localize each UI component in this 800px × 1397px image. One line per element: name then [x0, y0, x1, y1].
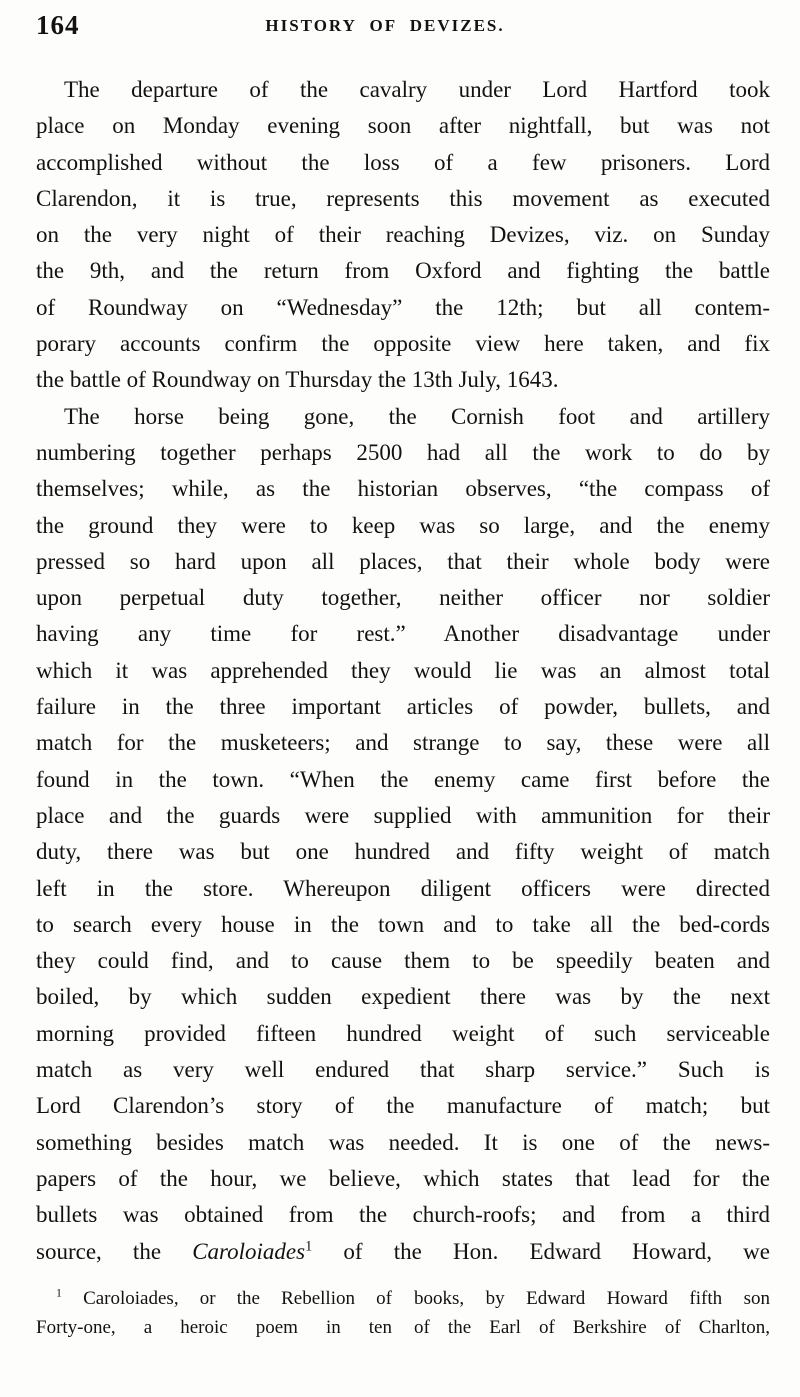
footnote-line: of the Earl of Berkshire of Charlton, [414, 1316, 770, 1338]
text-line: upon perpetual duty together, neither officer nor soldier [36, 585, 770, 611]
text-line: pressed so hard upon all places, that their whole body were [36, 548, 770, 574]
text-line: the ground they were to keep was so large, and the enemy [36, 512, 770, 538]
running-title: HISTORY OF DEVIZES. [265, 16, 505, 35]
text-line: match for the musketeers; and strange to say, these were all [36, 730, 770, 756]
text-line: match as very well endured that sharp service.” Such is [36, 1057, 770, 1083]
text-line: Lord Clarendon’s story of the manufacture of match; but [36, 1093, 770, 1119]
text-line: bullets was obtained from the church-roofs; and from a third [36, 1202, 770, 1228]
footnote-line: books, by Edward Howard fifth son [414, 1287, 770, 1309]
text-line: on the very night of their reaching Devizes, viz. on Sunday [36, 222, 770, 248]
text-line: having any time for rest.” Another disadvantage under [36, 621, 770, 647]
footnote-line: Forty-one, a heroic poem in ten [36, 1316, 392, 1338]
body-text [36, 72, 770, 1270]
text-line: duty, there was but one hundred and fifty weight of match [36, 839, 770, 865]
text-line: accomplished without the loss of a few prisoners. Lord [36, 149, 770, 175]
footnote-left-column [36, 1284, 392, 1342]
text-line: The horse being gone, the Cornish foot and artillery [64, 403, 770, 429]
text-line: which it was apprehended they would lie was an almost total [36, 657, 770, 683]
text-line: the 9th, and the return from Oxford and fighting the battle [36, 258, 770, 284]
text-line: Clarendon, it is true, represents this movement as executed [36, 185, 770, 211]
footnote [36, 1284, 770, 1342]
text-line: they could find, and to cause them to be speedily beaten and [36, 948, 770, 974]
text-line: papers of the hour, we believe, which states that lead for the [36, 1165, 770, 1191]
text-line: numbering together perhaps 2500 had all the work to do by [36, 439, 770, 465]
text-line: the battle of Roundway on Thursday the 13th July, 1643. [36, 367, 559, 393]
text-line: to search every house in the town and to take all the bed-cords [36, 911, 770, 937]
text-line: place on Monday evening soon after nightfall, but was not [36, 113, 770, 139]
text-line: failure in the three important articles of powder, bullets, and [36, 694, 770, 720]
text-line: of Roundway on “Wednesday” the 12th; but all contem- [36, 294, 770, 320]
text-line: found in the town. “When the enemy came first before the [36, 766, 770, 792]
text-line: The departure of the cavalry under Lord Hartford took [64, 77, 770, 102]
text-line: themselves; while, as the historian observes, “the compass of [36, 476, 770, 502]
footnote-line: $^1$ Caroloiades, or the Rebellion of [56, 1286, 392, 1309]
text-line: left in the store. Whereupon diligent officers were directed [36, 875, 770, 901]
text-line: place and the guards were supplied with ammunition for their [36, 802, 770, 828]
text-line: boiled, by which sudden expedient there was by the next [36, 984, 770, 1010]
text-line: porary accounts confirm the opposite view here taken, and fix [36, 331, 770, 357]
page-header [36, 10, 764, 44]
text-line: something besides match was needed. It is one of the news- [36, 1129, 770, 1155]
text-line: source, the Caroloiades$^1$ of the Hon. Edward Howard, we [36, 1237, 770, 1264]
page-number: 164 [36, 10, 80, 40]
footnote-right-column [414, 1284, 770, 1342]
text-line: morning provided fifteen hundred weight of such serviceable [36, 1020, 770, 1046]
